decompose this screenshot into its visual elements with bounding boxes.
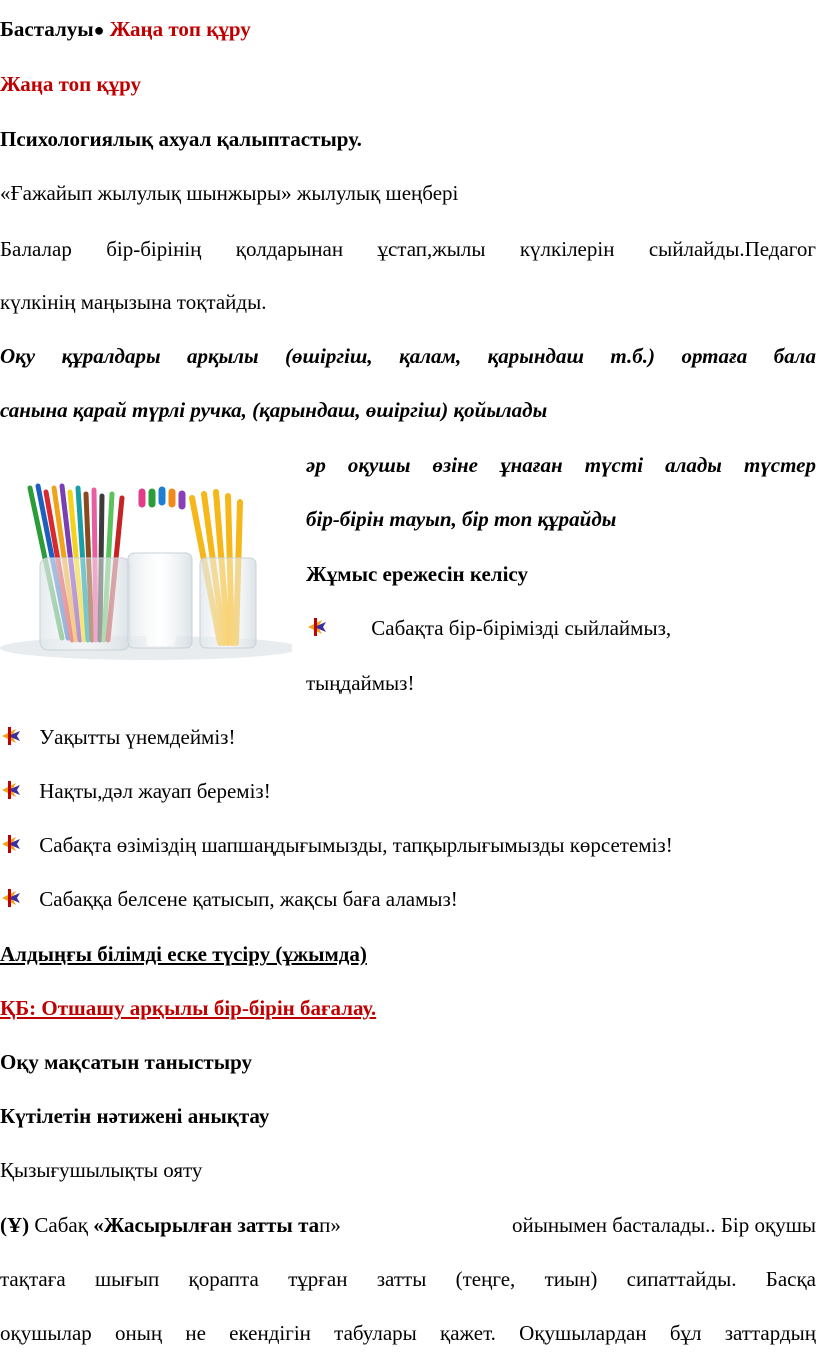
pencil-cups-image bbox=[0, 458, 292, 660]
rule-1-text-cont: тыңдаймыз! bbox=[306, 671, 415, 695]
section-title: Жаңа топ құру bbox=[0, 72, 141, 96]
bullet-arrow-icon bbox=[306, 616, 328, 638]
tools-para-line1: Оқу құралдары арқылы (өшіргіш, қалам, қарындаш т.б.) ортаға бала bbox=[0, 344, 816, 368]
list-item bbox=[0, 886, 458, 912]
circle-line: «Ғажайып жылулық шынжыры» жылулық шеңбері bbox=[0, 181, 459, 205]
right-col-line1: әр оқушы өзіне ұнаған түсті алады түстер bbox=[306, 453, 816, 477]
bullet-arrow-icon bbox=[0, 833, 22, 855]
rule-text: Сабақта өзіміздің шапшаңдығымызды, тапқырлығымызды көрсетеміз! bbox=[39, 833, 673, 857]
game-name-rest: п» bbox=[319, 1213, 341, 1237]
rule-text: Нақты,дәл жауап береміз! bbox=[39, 779, 271, 803]
game-word-lesson: Сабақ bbox=[29, 1213, 94, 1237]
list-item bbox=[0, 832, 673, 858]
result-heading: Күтілетін нәтижені анықтау bbox=[0, 1104, 270, 1128]
para1-line2: күлкінің маңызына тоқтайды. bbox=[0, 290, 267, 314]
assessment-heading: ҚБ: Отшашу арқылы бір-бірін бағалау. bbox=[0, 996, 377, 1020]
game-para-line3: оқушылар оның не екендігін табулары қажет. Оқушылардан бұл заттардың bbox=[0, 1321, 816, 1345]
interest-line: Қызығушылықты ояту bbox=[0, 1158, 203, 1182]
list-item bbox=[0, 778, 271, 804]
rules-heading: Жұмыс ережесін келісу bbox=[306, 562, 528, 586]
rule-1-text: Сабақта бір-бірімізді сыйлаймыз, bbox=[371, 616, 672, 640]
game-line1-rest: ойынымен басталады.. Бір оқушы bbox=[511, 1213, 816, 1237]
header-prefix: Басталуы bbox=[0, 17, 94, 41]
tools-para-line2: санына қарай түрлі ручка, (қарындаш, өшіргіш) қойылады bbox=[0, 398, 548, 422]
para1-line1: Балалар бір-бірінің қолдарынан ұстап,жылы күлкілерін сыйлайды.Педагог bbox=[0, 237, 816, 261]
game-para-line1 bbox=[0, 1212, 816, 1238]
game-para-line2: тақтаға шығып қорапта тұрған затты (теңге, тиын) сипаттайды. Басқа bbox=[0, 1267, 816, 1291]
bullet-arrow-icon bbox=[0, 887, 22, 909]
game-name-bold: «Жасырылған затты та bbox=[93, 1213, 320, 1237]
game-mark: (Ұ) bbox=[0, 1213, 30, 1237]
header-red-title: Жаңа топ құру bbox=[104, 17, 251, 41]
goal-heading: Оқу мақсатын таныстыру bbox=[0, 1050, 253, 1074]
rule-text: Сабаққа белсене қатысып, жақсы баға аламыз! bbox=[39, 887, 458, 911]
right-col-line2: бір-бірін тауып, бір топ құрайды bbox=[306, 507, 617, 531]
bullet-arrow-icon bbox=[0, 779, 22, 801]
psych-heading: Психологиялық ахуал қалыптастыру. bbox=[0, 127, 362, 151]
rule-text: Уақытты үнемдейміз! bbox=[39, 725, 236, 749]
bullet-dot-icon: ● bbox=[93, 20, 105, 40]
rule-item-1 bbox=[306, 615, 671, 641]
recall-heading: Алдыңғы білімді еске түсіру (ұжымда) bbox=[0, 942, 367, 966]
bullet-arrow-icon bbox=[0, 725, 22, 747]
header-line bbox=[0, 16, 251, 43]
list-item bbox=[0, 724, 235, 750]
